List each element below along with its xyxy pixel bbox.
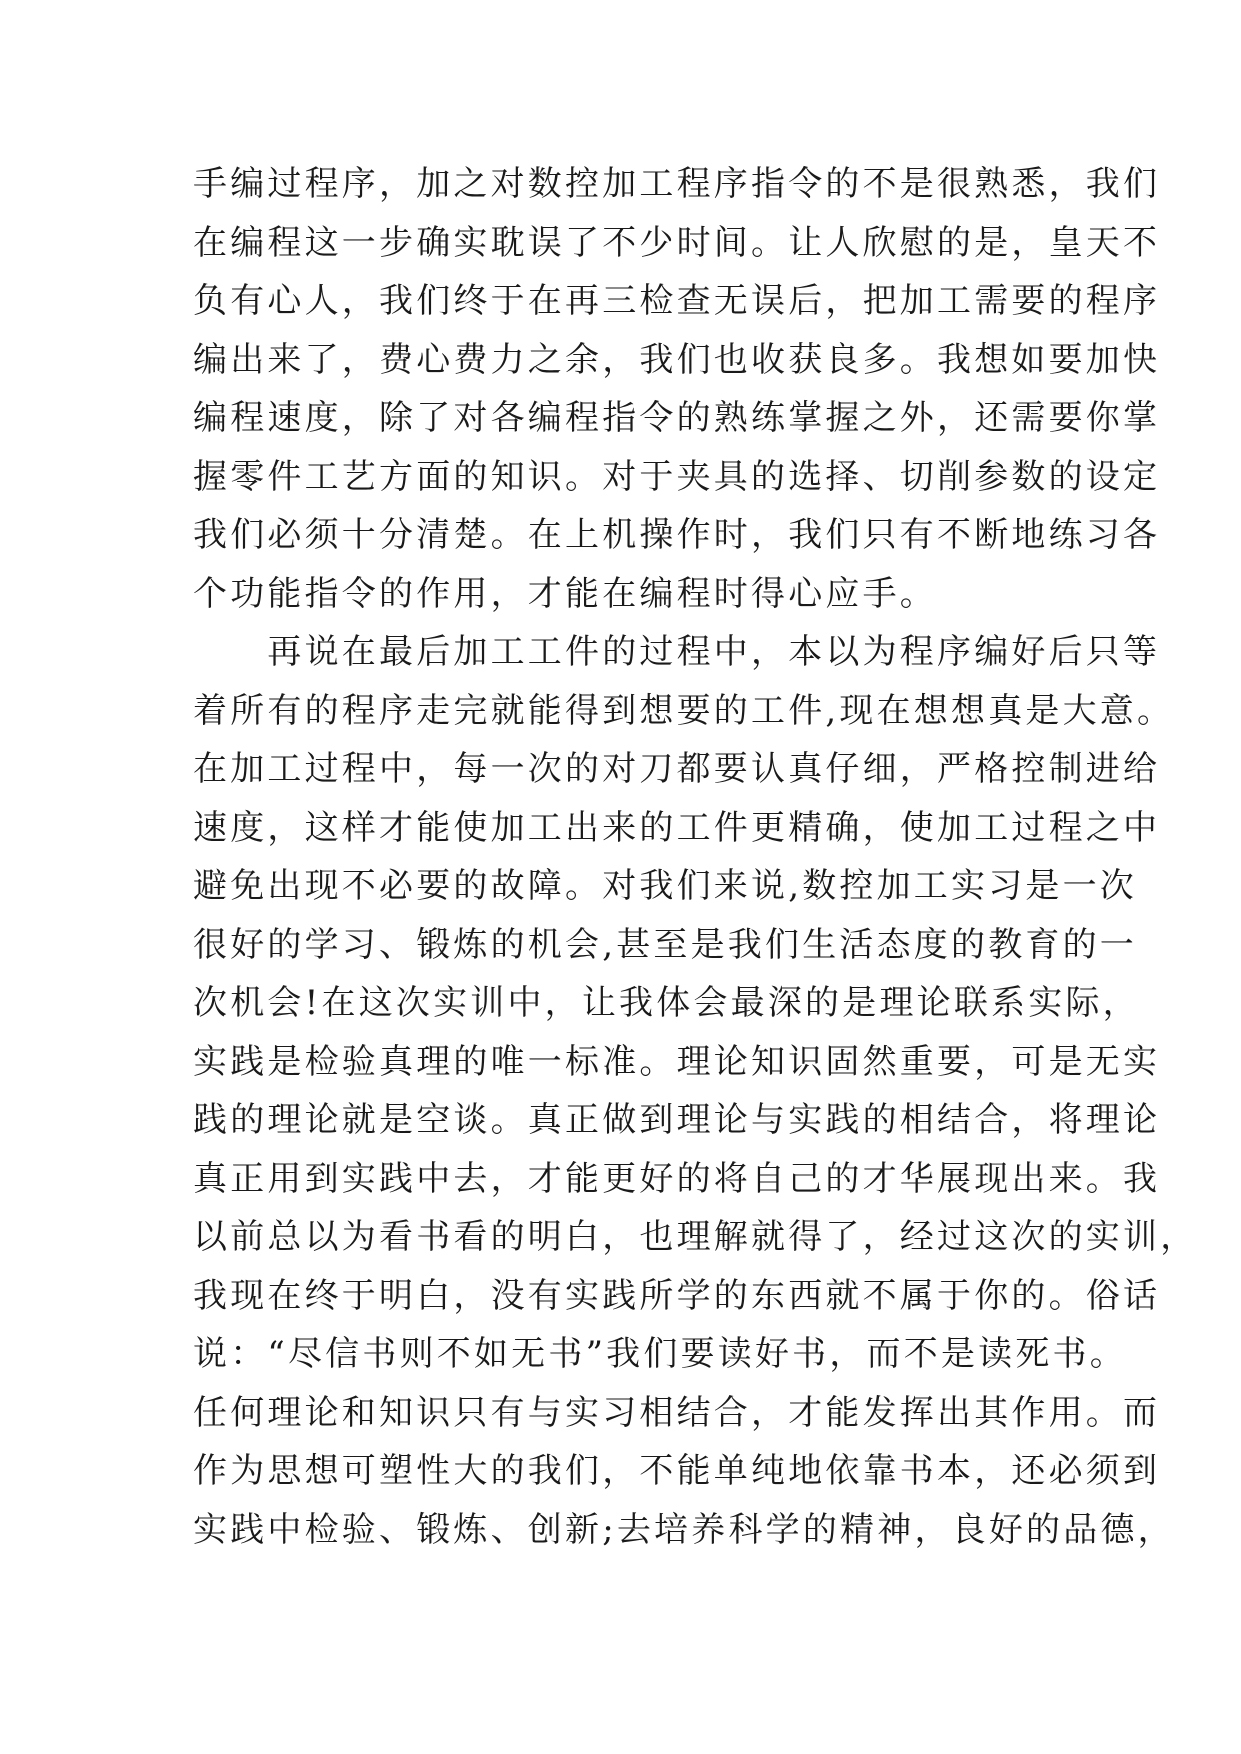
text-line: 编程速度，除了对各编程指令的熟练掌握之外，还需要你掌 bbox=[193, 398, 1161, 438]
text-line: 任何理论和知识只有与实习相结合，才能发挥出其作用。而 bbox=[193, 1392, 1161, 1433]
text-line: 很好的学习、锻炼的机会,甚至是我们生活态度的教育的一 bbox=[193, 924, 1138, 965]
text-line: 避免出现不必要的故障。对我们来说,数控加工实习是一次 bbox=[193, 866, 1138, 906]
text-line: 实践中检验、锻炼、创新;去培养科学的精神，良好的品德， bbox=[193, 1509, 1175, 1550]
text-line: 在加工过程中，每一次的对刀都要认真仔细，严格控制进给 bbox=[193, 749, 1161, 789]
text-line: 我现在终于明白，没有实践所学的东西就不属于你的。俗话 bbox=[193, 1275, 1161, 1316]
text-line: 以前总以为看书看的明白，也理解就得了，经过这次的实训， bbox=[193, 1217, 1198, 1257]
body-text bbox=[193, 155, 1198, 1559]
text-line: 次机会!在这次实训中，让我体会最深的是理论联系实际， bbox=[193, 983, 1140, 1023]
text-line: 再说在最后加工工件的过程中，本以为程序编好后只等 bbox=[193, 632, 1161, 672]
text-line: 践的理论就是空谈。真正做到理论与实践的相结合，将理论 bbox=[193, 1100, 1161, 1140]
text-line: 手编过程序，加之对数控加工程序指令的不是很熟悉，我们 bbox=[193, 164, 1161, 204]
text-line: 个功能指令的作用，才能在编程时得心应手。 bbox=[193, 573, 937, 614]
text-line: 真正用到实践中去，才能更好的将自己的才华展现出来。我 bbox=[193, 1158, 1161, 1199]
text-line: 握零件工艺方面的知识。对于夹具的选择、切削参数的设定 bbox=[193, 456, 1161, 497]
text-line: 负有心人，我们终于在再三检查无误后，把加工需要的程序 bbox=[193, 281, 1161, 321]
text-line: 编出来了，费心费力之余，我们也收获良多。我想如要加快 bbox=[193, 339, 1161, 380]
text-line: 着所有的程序走完就能得到想要的工件,现在想想真是大意。 bbox=[193, 690, 1175, 731]
text-line: 速度，这样才能使加工出来的工件更精确，使加工过程之中 bbox=[193, 807, 1161, 848]
text-line: 我们必须十分清楚。在上机操作时，我们只有不断地练习各 bbox=[193, 515, 1161, 555]
text-line: 作为思想可塑性大的我们，不能单纯地依靠书本，还必须到 bbox=[193, 1451, 1161, 1491]
text-line: 实践是检验真理的唯一标准。理论知识固然重要，可是无实 bbox=[193, 1041, 1161, 1082]
text-line: 在编程这一步确实耽误了不少时间。让人欣慰的是，皇天不 bbox=[193, 222, 1161, 263]
text-line: 说：“尽信书则不如无书”我们要读好书，而不是读死书。 bbox=[193, 1334, 1127, 1374]
